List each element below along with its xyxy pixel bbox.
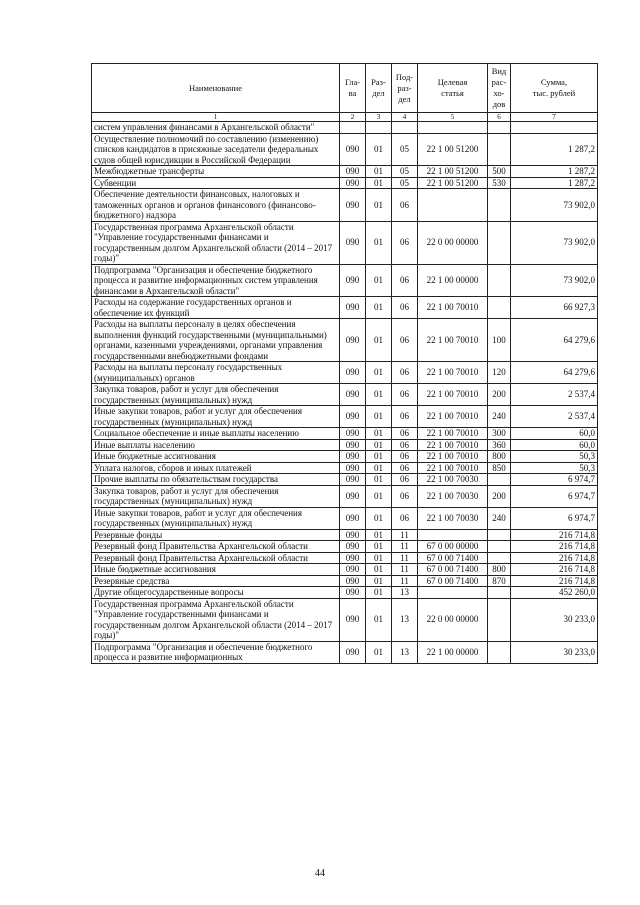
cell-razdel: 01 — [366, 133, 392, 166]
cell-name: Расходы на выплаты персоналу государственных (муниципальных) органов — [92, 362, 340, 384]
cell-podrazdel: 06 — [392, 221, 418, 264]
column-number: 1 — [92, 113, 340, 122]
cell-vid: 200 — [488, 485, 511, 507]
table-row — [92, 485, 598, 507]
table-row — [92, 541, 598, 553]
table-row — [92, 297, 598, 319]
cell-sum: 6 974,7 — [511, 507, 598, 529]
cell-razdel: 01 — [366, 384, 392, 406]
table-row — [92, 189, 598, 222]
cell-glava: 090 — [340, 598, 366, 641]
cell-name: Обеспечение деятельности финансовых, налоговых и таможенных органов и органов финансового (финансово-бюджетного) надзора — [92, 189, 340, 222]
cell-name: Иные бюджетные ассигнования — [92, 564, 340, 576]
cell-sum: 1 287,2 — [511, 133, 598, 166]
cell-name: Резервный фонд Правительства Архангельской области — [92, 541, 340, 553]
cell-razdel: 01 — [366, 166, 392, 178]
cell-target: 22 1 00 70030 — [418, 507, 488, 529]
column-number: 7 — [511, 113, 598, 122]
header-podrazdel: Под- раз- дел — [392, 64, 418, 113]
cell-glava: 090 — [340, 406, 366, 428]
cell-podrazdel: 05 — [392, 166, 418, 178]
cell-target: 22 1 00 51200 — [418, 133, 488, 166]
cell-target: 22 1 00 00000 — [418, 641, 488, 663]
cell-vid — [488, 264, 511, 297]
cell-vid — [488, 189, 511, 222]
cell-name: Подпрограмма "Организация и обеспечение бюджетного процесса и развитие информационных систем управления финансами в Архангельской области" — [92, 264, 340, 297]
cell-target: 22 1 00 70030 — [418, 474, 488, 486]
cell-target: 22 1 00 70010 — [418, 439, 488, 451]
cell-vid — [488, 587, 511, 599]
cell-sum: 1 287,2 — [511, 166, 598, 178]
cell-target: 22 1 00 51200 — [418, 166, 488, 178]
cell-target: 22 1 00 70010 — [418, 362, 488, 384]
cell-razdel: 01 — [366, 362, 392, 384]
cell-name: Государственная программа Архангельской области "Управление государственными финансами и государственным долгом Архангельской области (2014 – 2017 годы)" — [92, 598, 340, 641]
cell-podrazdel: 06 — [392, 462, 418, 474]
cell-glava: 090 — [340, 507, 366, 529]
cell-podrazdel — [392, 122, 418, 134]
table-row — [92, 529, 598, 541]
table-row — [92, 598, 598, 641]
cell-name: Иные закупки товаров, работ и услуг для обеспечения государственных (муниципальных) нужд — [92, 507, 340, 529]
cell-sum: 60,0 — [511, 428, 598, 440]
cell-podrazdel: 06 — [392, 297, 418, 319]
cell-podrazdel: 11 — [392, 564, 418, 576]
cell-target: 22 1 00 70010 — [418, 428, 488, 440]
cell-vid: 870 — [488, 575, 511, 587]
table-row — [92, 641, 598, 663]
cell-target: 22 0 00 00000 — [418, 598, 488, 641]
cell-vid — [488, 552, 511, 564]
cell-glava: 090 — [340, 221, 366, 264]
cell-name: Осуществление полномочий по составлению (изменению) списков кандидатов в присяжные заседатели федеральных судов общей юрисдикции в Российской Федерации — [92, 133, 340, 166]
cell-razdel: 01 — [366, 598, 392, 641]
cell-sum: 64 279,6 — [511, 319, 598, 362]
table-row — [92, 552, 598, 564]
cell-razdel: 01 — [366, 641, 392, 663]
cell-sum: 2 537,4 — [511, 384, 598, 406]
cell-sum: 216 714,8 — [511, 529, 598, 541]
table-row — [92, 575, 598, 587]
cell-sum: 73 902,0 — [511, 264, 598, 297]
cell-podrazdel: 06 — [392, 319, 418, 362]
cell-target: 67 0 00 71400 — [418, 575, 488, 587]
table-row — [92, 439, 598, 451]
cell-glava: 090 — [340, 133, 366, 166]
cell-sum — [511, 122, 598, 134]
cell-target: 22 1 00 70010 — [418, 384, 488, 406]
cell-name: Расходы на выплаты персоналу в целях обеспечения выполнения функций государственными (муниципальными) органами, казенными учреждениями, органами управления государственными внебюджетными фондами — [92, 319, 340, 362]
cell-target — [418, 122, 488, 134]
cell-name: Закупка товаров, работ и услуг для обеспечения государственных (муниципальных) нужд — [92, 485, 340, 507]
cell-razdel: 01 — [366, 587, 392, 599]
column-number: 2 — [340, 113, 366, 122]
cell-razdel: 01 — [366, 462, 392, 474]
cell-podrazdel: 11 — [392, 541, 418, 553]
table-row — [92, 133, 598, 166]
cell-sum: 216 714,8 — [511, 552, 598, 564]
budget-table — [91, 63, 598, 664]
cell-razdel: 01 — [366, 529, 392, 541]
cell-target: 67 0 00 00000 — [418, 541, 488, 553]
table-row — [92, 319, 598, 362]
column-number-row — [92, 113, 598, 122]
cell-vid: 850 — [488, 462, 511, 474]
cell-podrazdel: 11 — [392, 552, 418, 564]
header-name: Наименование — [92, 64, 340, 113]
cell-vid — [488, 122, 511, 134]
column-number: 5 — [418, 113, 488, 122]
cell-sum: 2 537,4 — [511, 406, 598, 428]
cell-sum: 50,3 — [511, 462, 598, 474]
cell-vid: 360 — [488, 439, 511, 451]
cell-glava: 090 — [340, 587, 366, 599]
cell-razdel: 01 — [366, 406, 392, 428]
cell-razdel: 01 — [366, 189, 392, 222]
cell-vid: 100 — [488, 319, 511, 362]
cell-vid — [488, 641, 511, 663]
cell-name: систем управления финансами в Архангельской области" — [92, 122, 340, 134]
cell-sum: 216 714,8 — [511, 564, 598, 576]
cell-vid: 530 — [488, 177, 511, 189]
cell-name: Расходы на содержание государственных органов и обеспечение их функций — [92, 297, 340, 319]
table-row — [92, 177, 598, 189]
table-row — [92, 362, 598, 384]
column-number: 3 — [366, 113, 392, 122]
cell-vid — [488, 474, 511, 486]
cell-glava: 090 — [340, 428, 366, 440]
table-row — [92, 406, 598, 428]
table-body — [92, 122, 598, 664]
cell-razdel: 01 — [366, 575, 392, 587]
cell-target: 22 1 00 70010 — [418, 297, 488, 319]
table-row — [92, 462, 598, 474]
cell-vid: 500 — [488, 166, 511, 178]
cell-razdel: 01 — [366, 177, 392, 189]
cell-glava: 090 — [340, 264, 366, 297]
cell-podrazdel: 05 — [392, 177, 418, 189]
cell-glava: 090 — [340, 485, 366, 507]
table-row — [92, 587, 598, 599]
cell-name: Межбюджетные трансферты — [92, 166, 340, 178]
cell-vid: 800 — [488, 451, 511, 463]
header-target: Целевая статья — [418, 64, 488, 113]
table-row — [92, 451, 598, 463]
cell-razdel: 01 — [366, 507, 392, 529]
cell-glava: 090 — [340, 451, 366, 463]
cell-podrazdel: 06 — [392, 485, 418, 507]
cell-name: Резервный фонд Правительства Архангельской области — [92, 552, 340, 564]
cell-podrazdel: 05 — [392, 133, 418, 166]
cell-vid — [488, 541, 511, 553]
cell-glava: 090 — [340, 384, 366, 406]
column-number: 6 — [488, 113, 511, 122]
cell-name: Уплата налогов, сборов и иных платежей — [92, 462, 340, 474]
cell-target: 22 1 00 70030 — [418, 485, 488, 507]
cell-sum: 30 233,0 — [511, 598, 598, 641]
cell-sum: 73 902,0 — [511, 221, 598, 264]
cell-sum: 66 927,3 — [511, 297, 598, 319]
cell-glava: 090 — [340, 564, 366, 576]
cell-razdel: 01 — [366, 297, 392, 319]
cell-name: Резервные средства — [92, 575, 340, 587]
cell-podrazdel: 06 — [392, 451, 418, 463]
cell-podrazdel: 06 — [392, 264, 418, 297]
column-number: 4 — [392, 113, 418, 122]
cell-razdel: 01 — [366, 541, 392, 553]
cell-glava: 090 — [340, 177, 366, 189]
cell-name: Иные закупки товаров, работ и услуг для обеспечения государственных (муниципальных) нужд — [92, 406, 340, 428]
cell-sum: 73 902,0 — [511, 189, 598, 222]
cell-glava: 090 — [340, 297, 366, 319]
cell-target: 22 1 00 70010 — [418, 462, 488, 474]
cell-razdel: 01 — [366, 264, 392, 297]
cell-podrazdel: 06 — [392, 362, 418, 384]
cell-glava: 090 — [340, 319, 366, 362]
cell-podrazdel: 06 — [392, 384, 418, 406]
cell-glava: 090 — [340, 641, 366, 663]
header-razdel: Раз- дел — [366, 64, 392, 113]
cell-target: 22 1 00 00000 — [418, 264, 488, 297]
cell-name: Закупка товаров, работ и услуг для обеспечения государственных (муниципальных) нужд — [92, 384, 340, 406]
cell-name: Другие общегосударственные вопросы — [92, 587, 340, 599]
cell-target: 22 0 00 00000 — [418, 221, 488, 264]
cell-glava: 090 — [340, 166, 366, 178]
cell-target: 22 1 00 51200 — [418, 177, 488, 189]
header-sum: Сумма, тыс. рублей — [511, 64, 598, 113]
cell-sum: 60,0 — [511, 439, 598, 451]
cell-razdel: 01 — [366, 319, 392, 362]
cell-sum: 50,3 — [511, 451, 598, 463]
table-row — [92, 507, 598, 529]
cell-razdel: 01 — [366, 552, 392, 564]
cell-podrazdel: 13 — [392, 587, 418, 599]
table-row — [92, 221, 598, 264]
cell-glava: 090 — [340, 462, 366, 474]
cell-sum: 216 714,8 — [511, 575, 598, 587]
cell-vid: 800 — [488, 564, 511, 576]
cell-target: 67 0 00 71400 — [418, 552, 488, 564]
cell-name: Резервные фонды — [92, 529, 340, 541]
cell-glava: 090 — [340, 474, 366, 486]
cell-target: 67 0 00 71400 — [418, 564, 488, 576]
cell-podrazdel: 06 — [392, 428, 418, 440]
cell-sum: 452 260,0 — [511, 587, 598, 599]
cell-vid — [488, 133, 511, 166]
cell-glava: 090 — [340, 439, 366, 451]
cell-glava: 090 — [340, 575, 366, 587]
cell-razdel: 01 — [366, 564, 392, 576]
cell-vid: 240 — [488, 507, 511, 529]
cell-name: Иные выплаты населению — [92, 439, 340, 451]
table-row — [92, 122, 598, 134]
cell-name: Государственная программа Архангельской области "Управление государственными финансами и государственным долгом Архангельской области (2014 – 2017 годы)" — [92, 221, 340, 264]
cell-glava: 090 — [340, 529, 366, 541]
cell-podrazdel: 06 — [392, 189, 418, 222]
cell-name: Подпрограмма "Организация и обеспечение бюджетного процесса и развитие информационных — [92, 641, 340, 663]
cell-target — [418, 529, 488, 541]
cell-name: Иные бюджетные ассигнования — [92, 451, 340, 463]
table-row — [92, 428, 598, 440]
cell-sum: 64 279,6 — [511, 362, 598, 384]
cell-target — [418, 189, 488, 222]
table-row — [92, 474, 598, 486]
cell-name: Прочие выплаты по обязательствам государства — [92, 474, 340, 486]
cell-target: 22 1 00 70010 — [418, 406, 488, 428]
cell-glava — [340, 122, 366, 134]
cell-podrazdel: 13 — [392, 598, 418, 641]
header-glava: Гла- ва — [340, 64, 366, 113]
cell-vid: 240 — [488, 406, 511, 428]
table-row — [92, 564, 598, 576]
cell-sum: 30 233,0 — [511, 641, 598, 663]
table-row — [92, 384, 598, 406]
cell-razdel: 01 — [366, 451, 392, 463]
cell-razdel: 01 — [366, 485, 392, 507]
cell-razdel: 01 — [366, 428, 392, 440]
page-number: 44 — [315, 868, 325, 879]
cell-podrazdel: 06 — [392, 507, 418, 529]
cell-podrazdel: 11 — [392, 529, 418, 541]
cell-razdel — [366, 122, 392, 134]
cell-razdel: 01 — [366, 474, 392, 486]
table-header-row — [92, 64, 598, 113]
cell-podrazdel: 13 — [392, 641, 418, 663]
cell-podrazdel: 11 — [392, 575, 418, 587]
header-vid: Вид рас- хо- дов — [488, 64, 511, 113]
cell-podrazdel: 06 — [392, 474, 418, 486]
cell-glava: 090 — [340, 189, 366, 222]
cell-vid — [488, 297, 511, 319]
table-row — [92, 166, 598, 178]
cell-razdel: 01 — [366, 221, 392, 264]
cell-glava: 090 — [340, 362, 366, 384]
cell-glava: 090 — [340, 541, 366, 553]
cell-sum: 1 287,2 — [511, 177, 598, 189]
cell-razdel: 01 — [366, 439, 392, 451]
cell-podrazdel: 06 — [392, 439, 418, 451]
cell-vid — [488, 598, 511, 641]
cell-target — [418, 587, 488, 599]
cell-target: 22 1 00 70010 — [418, 319, 488, 362]
cell-sum: 6 974,7 — [511, 485, 598, 507]
cell-vid: 200 — [488, 384, 511, 406]
cell-name: Субвенции — [92, 177, 340, 189]
cell-name: Социальное обеспечение и иные выплаты населению — [92, 428, 340, 440]
table-row — [92, 264, 598, 297]
cell-sum: 216 714,8 — [511, 541, 598, 553]
cell-vid: 300 — [488, 428, 511, 440]
cell-vid: 120 — [488, 362, 511, 384]
cell-podrazdel: 06 — [392, 406, 418, 428]
cell-vid — [488, 221, 511, 264]
cell-sum: 6 974,7 — [511, 474, 598, 486]
cell-target: 22 1 00 70010 — [418, 451, 488, 463]
cell-glava: 090 — [340, 552, 366, 564]
cell-vid — [488, 529, 511, 541]
